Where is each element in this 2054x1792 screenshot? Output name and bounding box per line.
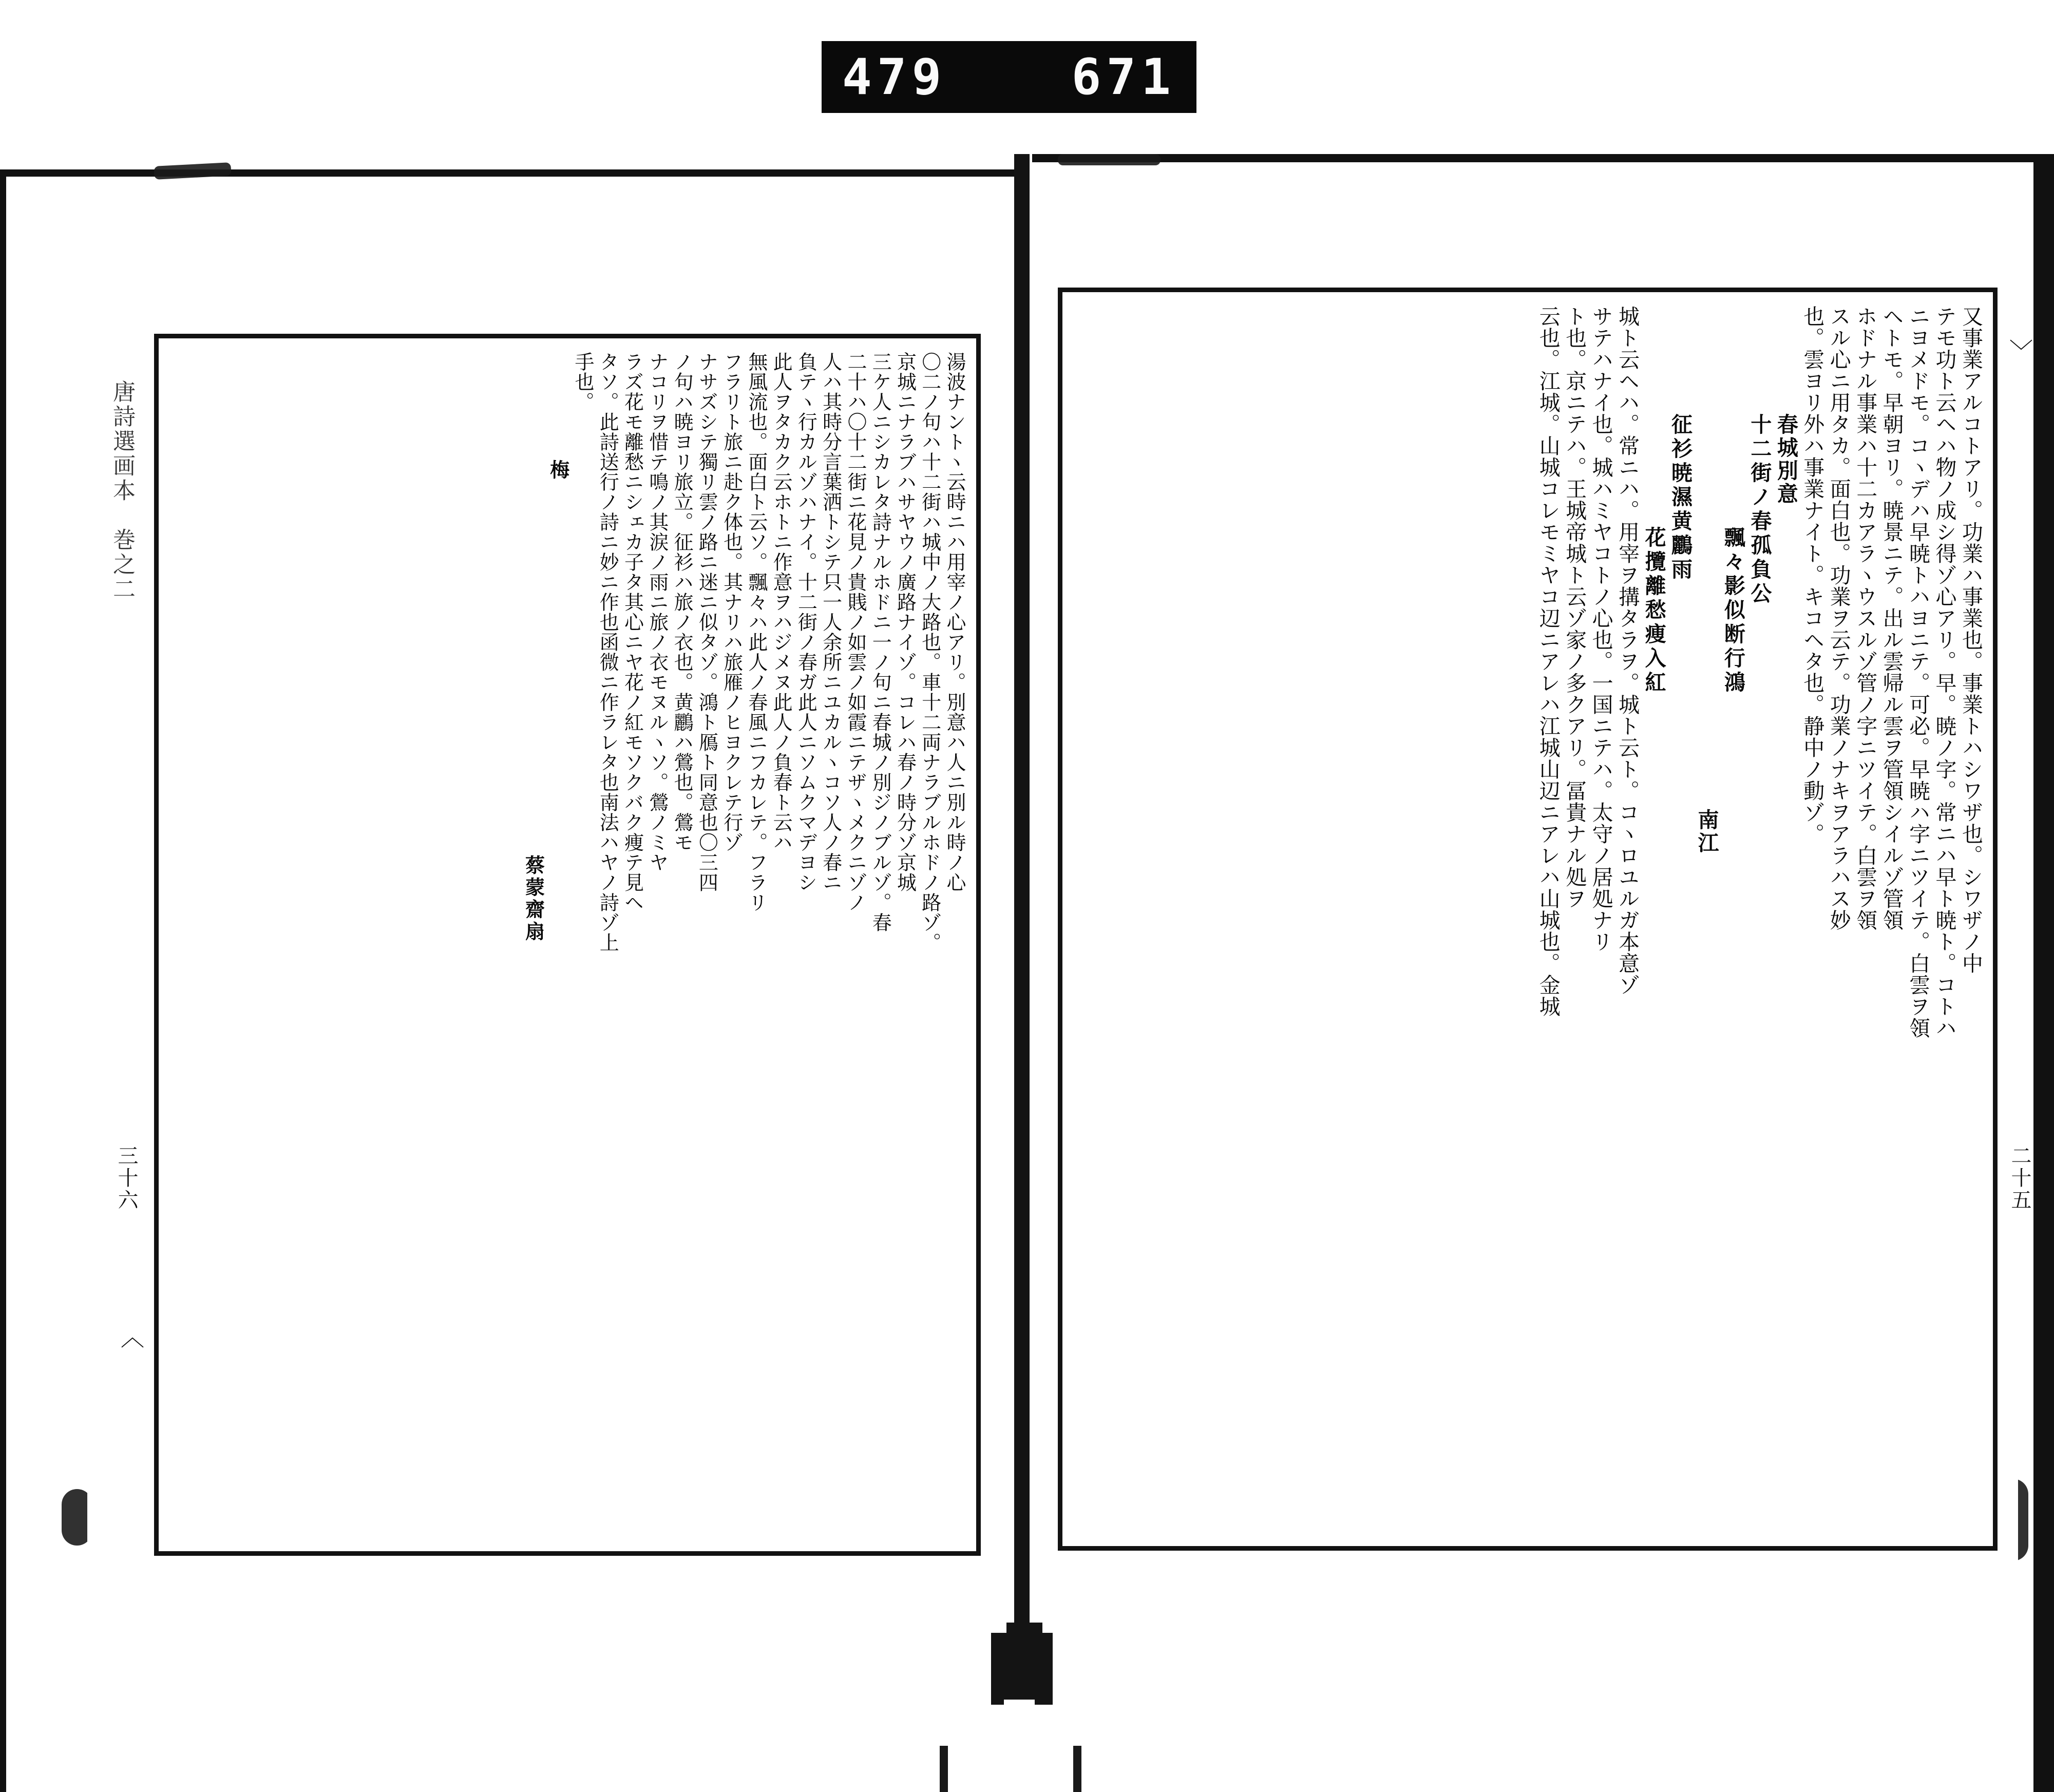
text-column: ナサズシテ獨リ雲ノ路ニ迷ニ似タゾ。鴻ト鴈ト同意也〇三四 <box>695 352 718 892</box>
left-page-corner-mark: 〈 <box>117 1325 145 1348</box>
right-page-columns <box>1062 292 1993 1546</box>
text-column: ホドナル事業ハ十二カアラヽウスルゾ管ノ字ニツイテ。白雲ヲ領 <box>1853 306 1878 931</box>
book-gutter-shadow <box>1014 154 1030 1658</box>
text-column: 〇二ノ句ハ十二街ハ城中ノ大路也。車十二両ナラブルホドノ路ゾ。 <box>918 352 941 952</box>
book-gutter-notch <box>1004 1700 1035 1730</box>
poem-line-1: 十二街ノ春孤負公 <box>1747 413 1772 606</box>
frame-counter-right-value: 671 <box>1071 48 1176 106</box>
text-column: 此人ヲタカク云ホトニ作意ヲハジメヌ此人ノ負春ト云ハ <box>770 352 793 852</box>
text-column: ナコリヲ惜テ鳴ノ其涙ノ雨ニ旅ノ衣モヌルヽソ。鶯ノミヤ <box>645 352 669 872</box>
poem-line-4: 花攬離愁痩入紅 <box>1641 526 1666 695</box>
text-column: 京城ニナラブハサヤウノ廣路ナイゾ。コレハ春ノ時分ゾ京城 <box>893 352 917 892</box>
text-column: 湯波ナントヽ云時ニハ用宰ノ心アリ。別意ハ人ニ別ル時ノ心 <box>943 352 966 892</box>
poem-line-2: 飄々影似断行鴻 <box>1720 526 1745 695</box>
text-column: サテハナイ也。城ハミヤコトノ心也。一国ニテハ。太守ノ居処ナリ <box>1588 306 1613 952</box>
text-column: ト也。京ニテハ。王城帝城ト云ゾ家ノ多クアリ。冨貴ナル処ヲ <box>1562 306 1587 909</box>
poet-name: 南江 <box>1694 809 1719 855</box>
text-column: フラリト旅ニ赴ク体也。其ナリハ旅雁ノヒヨクレテ行ゾ <box>720 352 743 852</box>
text-column: スル心ニ用タカ。面白也。功業ヲ云テ。功業ノナキヲアラハス妙 <box>1826 306 1851 931</box>
right-page-corner-mark: 〉 <box>2006 339 2033 363</box>
text-column: タソ。此詩送行ノ詩ニ妙ニ作也函微ニ作ラレタ也南法ハヤノ詩ゾ上 <box>596 352 619 952</box>
left-page-columns <box>159 338 976 1551</box>
text-column: 云也。江城。山城コレモミヤコ辺ニアレハ江城山辺ニアレハ山城也。金城 <box>1535 306 1561 1017</box>
text-column: 又事業アルコトアリ。功業ハ事業也。事業トハシワザ也。シワザノ中 <box>1958 306 1983 974</box>
book-gutter-foot-mark <box>991 1623 1053 1705</box>
film-foot-mark-left <box>940 1746 948 1792</box>
scan-artifact-blot <box>154 162 231 180</box>
text-column: ラズ花モ離愁ニシェカ子タ其心ニヤ花ノ紅モソクバク痩テ見ヘ <box>621 352 644 912</box>
film-foot-mark-right <box>1073 1746 1081 1792</box>
film-edge-top-left <box>0 169 1022 177</box>
film-edge-left <box>0 169 6 1792</box>
text-column: 三ケ人ニシカレタ詩ナルホドニ一ノ句ニ春城ノ別ジノブルゾ。春 <box>869 352 892 932</box>
left-page-spine-label: 唐詩選画本 巻之二 <box>109 380 135 602</box>
film-edge-right <box>2033 154 2054 1792</box>
film-edge-top-right <box>1032 154 2054 162</box>
scan-artifact-blot <box>1058 154 1161 165</box>
text-column: 無風流也。面白ト云ソ。飄々ハ此人ノ春風ニフカレテ。フラリ <box>745 352 768 912</box>
text-column: ニヨメドモ。コヽデハ早暁トハヨニテ。可必。早暁ハ字ニツイテ。白雲ヲ領 <box>1906 306 1931 1039</box>
frame-counter-left-value: 479 <box>842 48 947 106</box>
text-column: 負テヽ行カルゾハナイ。十二街ノ春ガ此人ニソムクマデヨシ <box>794 352 817 892</box>
text-column: ノ句ハ暁ヨリ旅立。征衫ハ旅ノ衣也。黄鸝ハ鶯也。鶯モ <box>671 352 694 852</box>
signature-name: 蔡蒙齋扇 <box>522 855 545 943</box>
poem-line-3: 征衫暁濕黄鸝雨 <box>1668 413 1693 582</box>
text-column: テモ功ト云ヘハ物ノ成シ得ゾ心アリ。早。暁ノ字。常ニハ早ト暁ト。コトハ <box>1932 306 1957 1039</box>
left-page-text-frame <box>154 334 981 1556</box>
microfilm-frame-counter <box>822 41 1196 113</box>
text-column: 手也。 <box>572 352 595 412</box>
right-page-number: 二十五 <box>2008 1145 2031 1211</box>
text-column: 也。雲ヨリ外ハ事業ナイト。キコヘタ也。静中ノ動ゾ。 <box>1800 306 1825 845</box>
text-column: 人ハ其時分言葉洒トシテ只一人余所ニユカルヽコソ人ノ春ニ <box>819 352 842 892</box>
text-column: ヘトモ。早朝ヨリ。暁景ニテ。出ル雲帰ル雲ヲ管領シイルゾ管領 <box>1879 306 1904 931</box>
poem-title: 春城別意 <box>1773 413 1798 506</box>
text-column: 城ト云ヘハ。常ニハ。用宰ヲ搆タラヲ。城ト云ト。コヽロユルガ本意ゾ <box>1615 306 1640 996</box>
signature-title: 梅 <box>546 460 569 482</box>
left-page-number: 三十六 <box>115 1145 138 1211</box>
text-column: 二十ハ〇十二街ニ花見ノ貴賎ノ如雲ノ如霞ニテザヽメクニゾノ <box>844 352 867 912</box>
right-page-text-frame <box>1058 288 1998 1551</box>
